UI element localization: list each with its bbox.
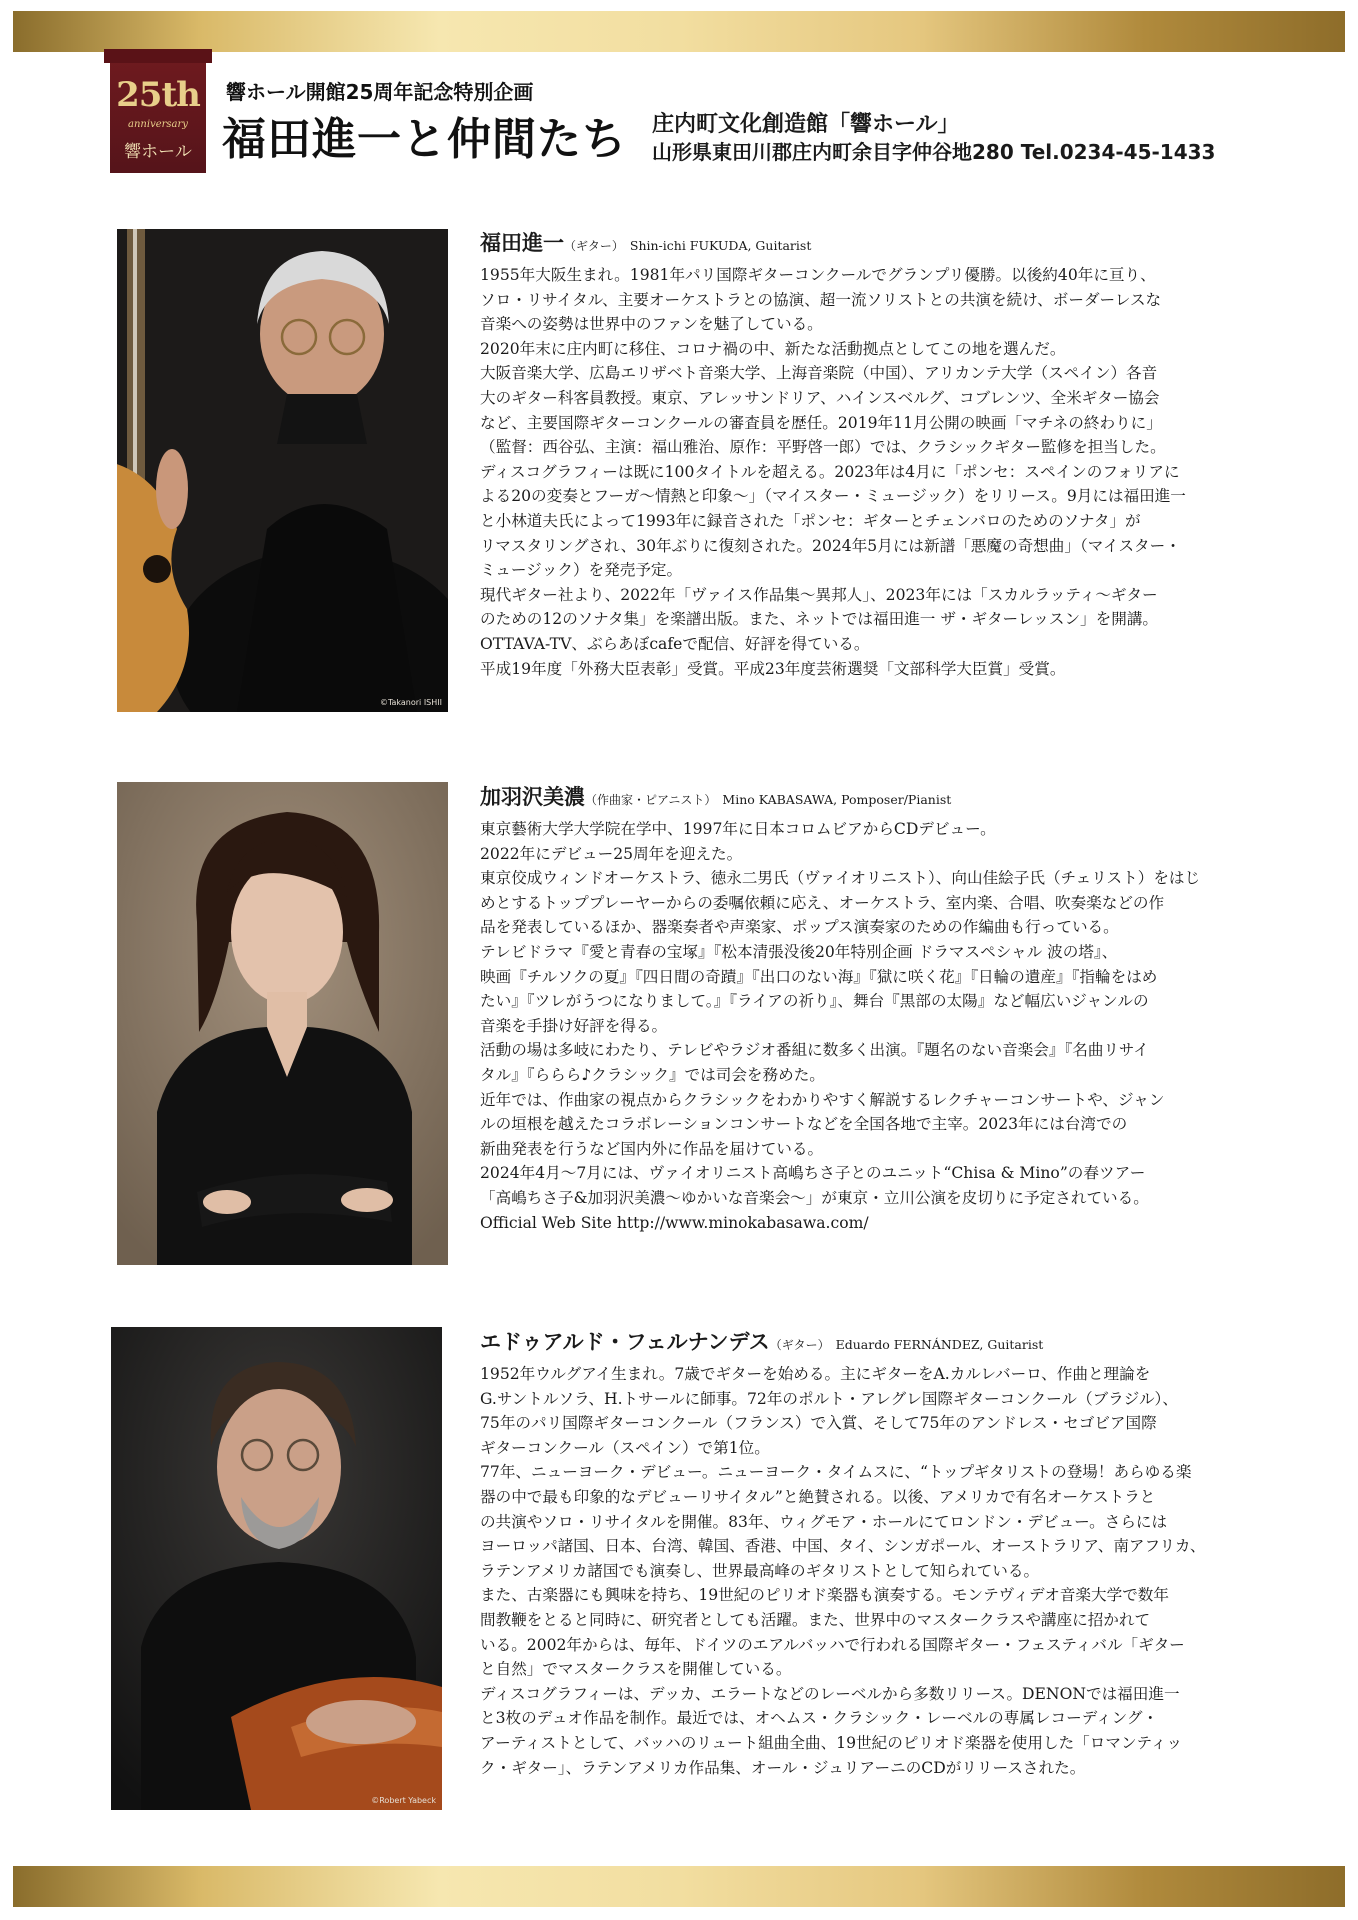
event-title: 福田進一と仲間たち xyxy=(222,114,627,165)
bio-line: 新曲発表を行うなど国内外に作品を届けている。 xyxy=(480,1139,824,1158)
artist-name: エドゥアルド・フェルナンデス xyxy=(480,1329,770,1354)
artist-name: 加羽沢美濃 xyxy=(480,784,585,809)
bio-line: ミュージック）を発売予定。 xyxy=(480,561,683,580)
event-subtitle: 響ホール開館25周年記念特別企画 xyxy=(226,80,534,104)
bio-line: 現代ギター社より、2022年「ヴァイス作品集〜異邦人」、2023年には「スカルラッティ〜ギター xyxy=(480,585,1158,604)
bio-line: アーティストとして、バッハのリュート組曲全曲、19世紀のピリオド楽器を使用した「ロマンティッ xyxy=(480,1733,1183,1752)
bio-line: よる20の変奏とフーガ〜情熱と印象〜」（マイスター・ミュージック）をリリース。9月には福田進一 xyxy=(480,487,1186,506)
bio-line: 間教鞭をとると同時に、研究者としても活躍。また、世界中のマスタークラスや講座に招かれて xyxy=(480,1610,1151,1629)
artist-photo-kabasawa xyxy=(117,782,448,1265)
bio-line: 器の中で最も印象的なデビューリサイタル”と絶賛される。以後、アメリカで有名オーケストラと xyxy=(480,1487,1156,1506)
bio-line: と3枚のデュオ作品を制作。最近では、オヘムス・クラシック・レーベルの専属レコーディング・ xyxy=(480,1709,1159,1728)
bio-line: と自然」でマスタークラスを開催している。 xyxy=(480,1660,792,1679)
bio-line: たい』『ツレがうつになりまして。』『ライアの祈り』、舞台『黒部の太陽』など幅広いジャンルの xyxy=(480,992,1149,1011)
photo-credit: ©Robert Yabeck xyxy=(371,1796,436,1805)
artist-bio-fukuda xyxy=(480,228,1260,681)
artist-roman-name: Shin-ichi FUKUDA, Guitarist xyxy=(629,238,812,253)
bio-line: 映画『チルソクの夏』『四日間の奇蹟』『出口のない海』『獄に咲く花』『日輪の遺産』『指輪をはめ xyxy=(480,967,1158,986)
anniversary-badge xyxy=(110,55,206,173)
bio-line: ディスコグラフィーは既に100タイトルを超える。2023年は4月に「ポンセ：スペインのフォリアに xyxy=(480,462,1180,481)
venue-address: 山形県東田川郡庄内町余目字仲谷地280 Tel.0234-45-1433 xyxy=(652,140,1216,164)
bio-line: ギターコンクール（スペイン）で第1位。 xyxy=(480,1438,770,1457)
bio-line: 東京佼成ウィンドオーケストラ、徳永二男氏（ヴァイオリニスト）、向山佳絵子氏（チェリスト）をはじ xyxy=(480,869,1201,888)
bio-line: と小林道夫氏によって1993年に録音された「ポンセ：ギターとチェンバロのためのソナタ」が xyxy=(480,511,1141,530)
artist-roman-name: Eduardo FERNÁNDEZ, Guitarist xyxy=(835,1337,1044,1352)
bio-line: タル』『ららら♪クラシック』では司会を務めた。 xyxy=(480,1065,825,1084)
artist-bio-kabasawa xyxy=(480,782,1260,1235)
bio-line: 2020年末に庄内町に移住、コロナ禍の中、新たな活動拠点としてこの地を選んだ。 xyxy=(480,339,1066,358)
bio-line: 2022年にデビュー25周年を迎えた。 xyxy=(480,844,743,863)
bio-line: ラテンアメリカ諸国でも演奏し、世界最高峰のギタリストとして知られている。 xyxy=(480,1561,1040,1580)
artist-role: （ギター） xyxy=(564,239,624,253)
bio-line: 音楽を手掛け好評を得る。 xyxy=(480,1016,668,1035)
bio-line: 音楽への姿勢は世界中のファンを魅了している。 xyxy=(480,315,823,334)
gold-footer-band xyxy=(13,1866,1345,1907)
bio-line: G.サントルソラ、H.トサールに師事。72年のポルト・アレグレ国際ギターコンクール（ブラジル）、 xyxy=(480,1389,1178,1408)
bio-line: 品を発表しているほか、器楽奏者や声楽家、ポップス演奏家のための作編曲も行っている。 xyxy=(480,918,1119,937)
bio-line: Official Web Site http://www.minokabasawa.com/ xyxy=(480,1213,869,1232)
bio-line: のための12のソナタ集」を楽譜出版。また、ネットでは福田進一 ザ・ギターレッスン」を開講。 xyxy=(480,610,1159,629)
bio-line: 75年のパリ国際ギターコンクール（フランス）で入賞、そして75年のアンドレス・セゴビア国際 xyxy=(480,1414,1157,1433)
bio-line: 近年では、作曲家の視点からクラシックをわかりやすく解説するレクチャーコンサートや、ジャン xyxy=(480,1090,1165,1109)
badge-anniversary: anniversary xyxy=(128,119,188,130)
artist-photo-fukuda xyxy=(117,229,448,712)
bio-line: の共演やソロ・リサイタルを開催。83年、ウィグモア・ホールにてロンドン・デビュー。さらには xyxy=(480,1512,1168,1531)
bio-line: めとするトッププレーヤーからの委嘱依頼に応え、オーケストラ、室内楽、合唱、吹奏楽などの作 xyxy=(480,893,1165,912)
bio-line: 東京藝術大学大学院在学中、1997年に日本コロムビアからCDデビュー。 xyxy=(480,820,996,838)
bio-line: 1955年大阪生まれ。1981年パリ国際ギターコンクールでグランプリ優勝。以後約40年に亘り、 xyxy=(480,266,1156,284)
badge-hall-name: 響ホール xyxy=(124,142,192,162)
artist-roman-name: Mino KABASAWA, Pomposer/Pianist xyxy=(722,792,952,807)
bio-line: 活動の場は多岐にわたり、テレビやラジオ番組に数多く出演。『題名のない音楽会』『名曲リサイ xyxy=(480,1041,1149,1060)
bio-line: 大のギター科客員教授。東京、アレッサンドリア、ハインスベルグ、コブレンツ、全米ギター協会 xyxy=(480,388,1160,407)
gold-header-band xyxy=(13,11,1345,52)
bio-line: など、主要国際ギターコンクールの審査員を歴任。2019年11月公開の映画「マチネの終わりに」 xyxy=(480,413,1162,432)
bio-line: 1952年ウルグアイ生まれ。7歳でギターを始める。主にギターをA.カルレバーロ、作曲と理論を xyxy=(480,1365,1151,1383)
bio-line: 大阪音楽大学、広島エリザベト音楽大学、上海音楽院（中国）、アリカンテ大学（スペイン）各音 xyxy=(480,364,1158,383)
artist-heading xyxy=(480,782,1260,815)
artist-role: （ギター） xyxy=(769,1338,830,1352)
bio-line: いる。2002年からは、毎年、ドイツのエアルバッハで行われる国際ギター・フェスティバル「ギター xyxy=(480,1635,1185,1654)
bio-line: 平成19年度「外務大臣表彰」受賞。平成23年度芸術選奨「文部科学大臣賞」受賞。 xyxy=(480,659,1066,678)
artist-heading xyxy=(480,1327,1260,1360)
artist-heading xyxy=(480,228,1260,261)
badge-year: 25th xyxy=(116,75,200,115)
artist-photo-fernandez xyxy=(111,1327,442,1810)
bio-line: ルの垣根を越えたコラボレーションコンサートなどを全国各地で主宰。2023年には台湾での xyxy=(480,1115,1128,1134)
bio-line: ディスコグラフィーは、デッカ、エラートなどのレーベルから多数リリース。DENONでは福田進一 xyxy=(480,1684,1180,1703)
bio-line: OTTAVA-TV、ぶらあぼcafeで配信、好評を得ている。 xyxy=(480,634,870,653)
artist-role: （作曲家・ピアニスト） xyxy=(585,793,717,807)
bio-line: また、古楽器にも興味を持ち、19世紀のピリオド楽器も演奏する。モンテヴィデオ音楽大学で数年 xyxy=(480,1586,1169,1605)
bio-line: テレビドラマ『愛と青春の宝塚』『松本清張没後20年特別企画 ドラマスペシャル 波の塔』、 xyxy=(480,942,1118,961)
bio-line: 2024年4月〜7月には、ヴァイオリニスト高嶋ちさ子とのユニット“Chisa & Mino”の春ツアー xyxy=(480,1164,1146,1183)
bio-line: ソロ・リサイタル、主要オーケストラとの協演、超一流ソリストとの共演を続け、ボーダーレスな xyxy=(480,290,1162,309)
photo-credit: ©Takanori ISHII xyxy=(379,698,442,707)
artist-name: 福田進一 xyxy=(480,230,564,255)
bio-line: ヨーロッパ諸国、日本、台湾、韓国、香港、中国、タイ、シンガポール、オーストラリア、南アフリカ、 xyxy=(480,1537,1206,1556)
bio-line: リマスタリングされ、30年ぶりに復刻された。2024年5月には新譜「悪魔の奇想曲」（マイスター・ xyxy=(480,536,1181,555)
venue-name: 庄内町文化創造館「響ホール」 xyxy=(652,112,960,137)
bio-line: 77年、ニューヨーク・デビュー。ニューヨーク・タイムスに、“トップギタリストの登場！あらゆる楽 xyxy=(480,1463,1192,1482)
bio-line: 「高嶋ちさ子&加羽沢美濃〜ゆかいな音楽会〜」が東京・立川公演を皮切りに予定されている。 xyxy=(480,1188,1149,1207)
bio-line: （監督：西谷弘、主演：福山雅治、原作：平野啓一郎）では、クラシックギター監修を担当した。 xyxy=(480,438,1166,457)
artist-bio-fernandez xyxy=(480,1327,1260,1780)
bio-line: ク・ギター」、ラテンアメリカ作品集、オール・ジュリアーニのCDがリリースされた。 xyxy=(480,1758,1086,1777)
badge-tab xyxy=(104,49,212,63)
